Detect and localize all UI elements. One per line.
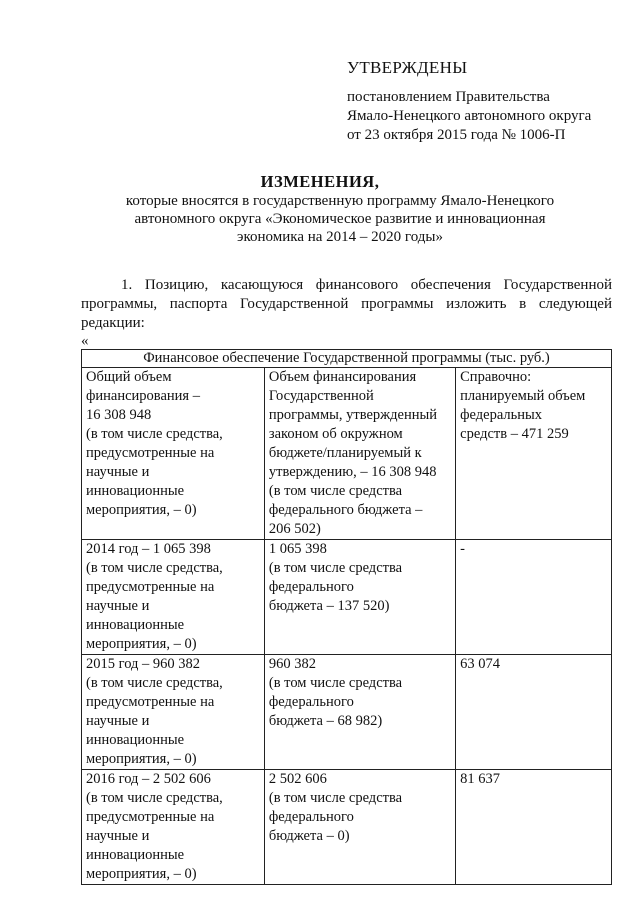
cell-line: инновационные (86, 847, 185, 863)
cell-line: бюджета – 68 982) (268, 713, 383, 729)
table-cell-c1 (82, 770, 265, 885)
paragraph-line: программы, паспорта Государственной программы изложить в следующей (81, 296, 612, 312)
cell-line: (в том числе средства, (86, 426, 223, 442)
table-cell-c3 (456, 770, 612, 885)
table-row (82, 770, 612, 885)
table-header-row (82, 350, 612, 368)
table-row (82, 540, 612, 655)
cell-line: законом об окружном (268, 426, 403, 442)
cell-line: предусмотренные на (86, 579, 215, 595)
cell-line: 2015 год – 960 382 (86, 656, 201, 672)
paragraph-line: 1. Позицию, касающуюся финансового обеспечения Государственной (121, 277, 612, 293)
table-cell-c2 (264, 655, 455, 770)
cell-line: 81 637 (460, 771, 501, 787)
table-header: Финансовое обеспечение Государственной программы (тыс. руб.) (82, 350, 612, 368)
cell-line: Справочно: (460, 369, 532, 385)
cell-line: 206 502) (268, 521, 321, 537)
cell-line: федерального бюджета – (268, 502, 423, 518)
cell-line: 2014 год – 1 065 398 (86, 541, 211, 557)
document-subtitle (70, 192, 610, 246)
cell-line: Объем финансирования (268, 369, 417, 385)
cell-line: 2016 год – 2 502 606 (86, 771, 211, 787)
table-cell-c2 (264, 540, 455, 655)
document-title: ИЗМЕНЕНИЯ, (260, 172, 380, 191)
subtitle-line: которые вносятся в государственную программу Ямало-Ненецкого (125, 193, 555, 209)
cell-line: 1 065 398 (268, 541, 327, 557)
table-row (82, 655, 612, 770)
cell-line: инновационные (86, 732, 185, 748)
cell-line: (в том числе средства (268, 790, 403, 806)
cell-line: мероприятия, – 0) (86, 751, 197, 767)
cell-line: научные и (86, 713, 150, 729)
table-cell-c2 (264, 770, 455, 885)
cell-line: мероприятия, – 0) (86, 636, 197, 652)
subtitle-line: экономика на 2014 – 2020 годы» (237, 229, 443, 245)
approval-details (347, 88, 591, 145)
subtitle-line: автономного округа «Экономическое развитие и инновационная (134, 211, 546, 227)
cell-line: предусмотренные на (86, 694, 215, 710)
cell-line: мероприятия, – 0) (86, 866, 197, 882)
cell-line: научные и (86, 598, 150, 614)
cell-line: инновационные (86, 483, 185, 499)
cell-line: - (460, 541, 465, 557)
cell-line: финансирования – (86, 388, 200, 404)
cell-line: программы, утвержденный (268, 407, 437, 423)
cell-line: научные и (86, 828, 150, 844)
cell-line: федерального (268, 694, 354, 710)
opening-quote: « (81, 333, 89, 349)
instruction-paragraph (81, 276, 612, 333)
cell-line: предусмотренные на (86, 809, 215, 825)
table-cell-c3 (456, 368, 612, 540)
cell-line: (в том числе средства, (86, 560, 223, 576)
cell-line: бюджета – 0) (268, 828, 350, 844)
approval-line: Ямало-Ненецкого автономного округа (347, 108, 592, 124)
cell-line: 2 502 606 (268, 771, 327, 787)
cell-line: федерального (268, 579, 354, 595)
paragraph-line: редакции: (81, 315, 145, 331)
cell-line: (в том числе средства (268, 483, 403, 499)
cell-line: предусмотренные на (86, 445, 215, 461)
table-cell-c1 (82, 368, 265, 540)
cell-line: средств – 471 259 (460, 426, 569, 442)
approval-line: от 23 октября 2015 года № 1006-П (347, 127, 566, 143)
cell-line: (в том числе средства (268, 560, 403, 576)
cell-line: (в том числе средства, (86, 790, 223, 806)
cell-line: (в том числе средства, (86, 675, 223, 691)
cell-line: инновационные (86, 617, 185, 633)
table-row (82, 368, 612, 540)
cell-line: Общий объем (86, 369, 172, 385)
table-cell-c3 (456, 540, 612, 655)
cell-line: планируемый объем (460, 388, 586, 404)
approval-heading: УТВЕРЖДЕНЫ (347, 58, 468, 77)
cell-line: (в том числе средства (268, 675, 403, 691)
cell-line: 16 308 948 (86, 407, 152, 423)
cell-line: 63 074 (460, 656, 501, 672)
table-cell-c2 (264, 368, 455, 540)
cell-line: Государственной (268, 388, 374, 404)
cell-line: бюджете/планируемый к (268, 445, 422, 461)
cell-line: научные и (86, 464, 150, 480)
table-cell-c1 (82, 655, 265, 770)
financing-table (81, 349, 612, 885)
cell-line: бюджета – 137 520) (268, 598, 390, 614)
table-cell-c3 (456, 655, 612, 770)
cell-line: федерального (268, 809, 354, 825)
cell-line: федеральных (460, 407, 543, 423)
cell-line: мероприятия, – 0) (86, 502, 197, 518)
cell-line: утверждению, – 16 308 948 (268, 464, 437, 480)
cell-line: 960 382 (268, 656, 316, 672)
approval-line: постановлением Правительства (347, 89, 550, 105)
table-cell-c1 (82, 540, 265, 655)
